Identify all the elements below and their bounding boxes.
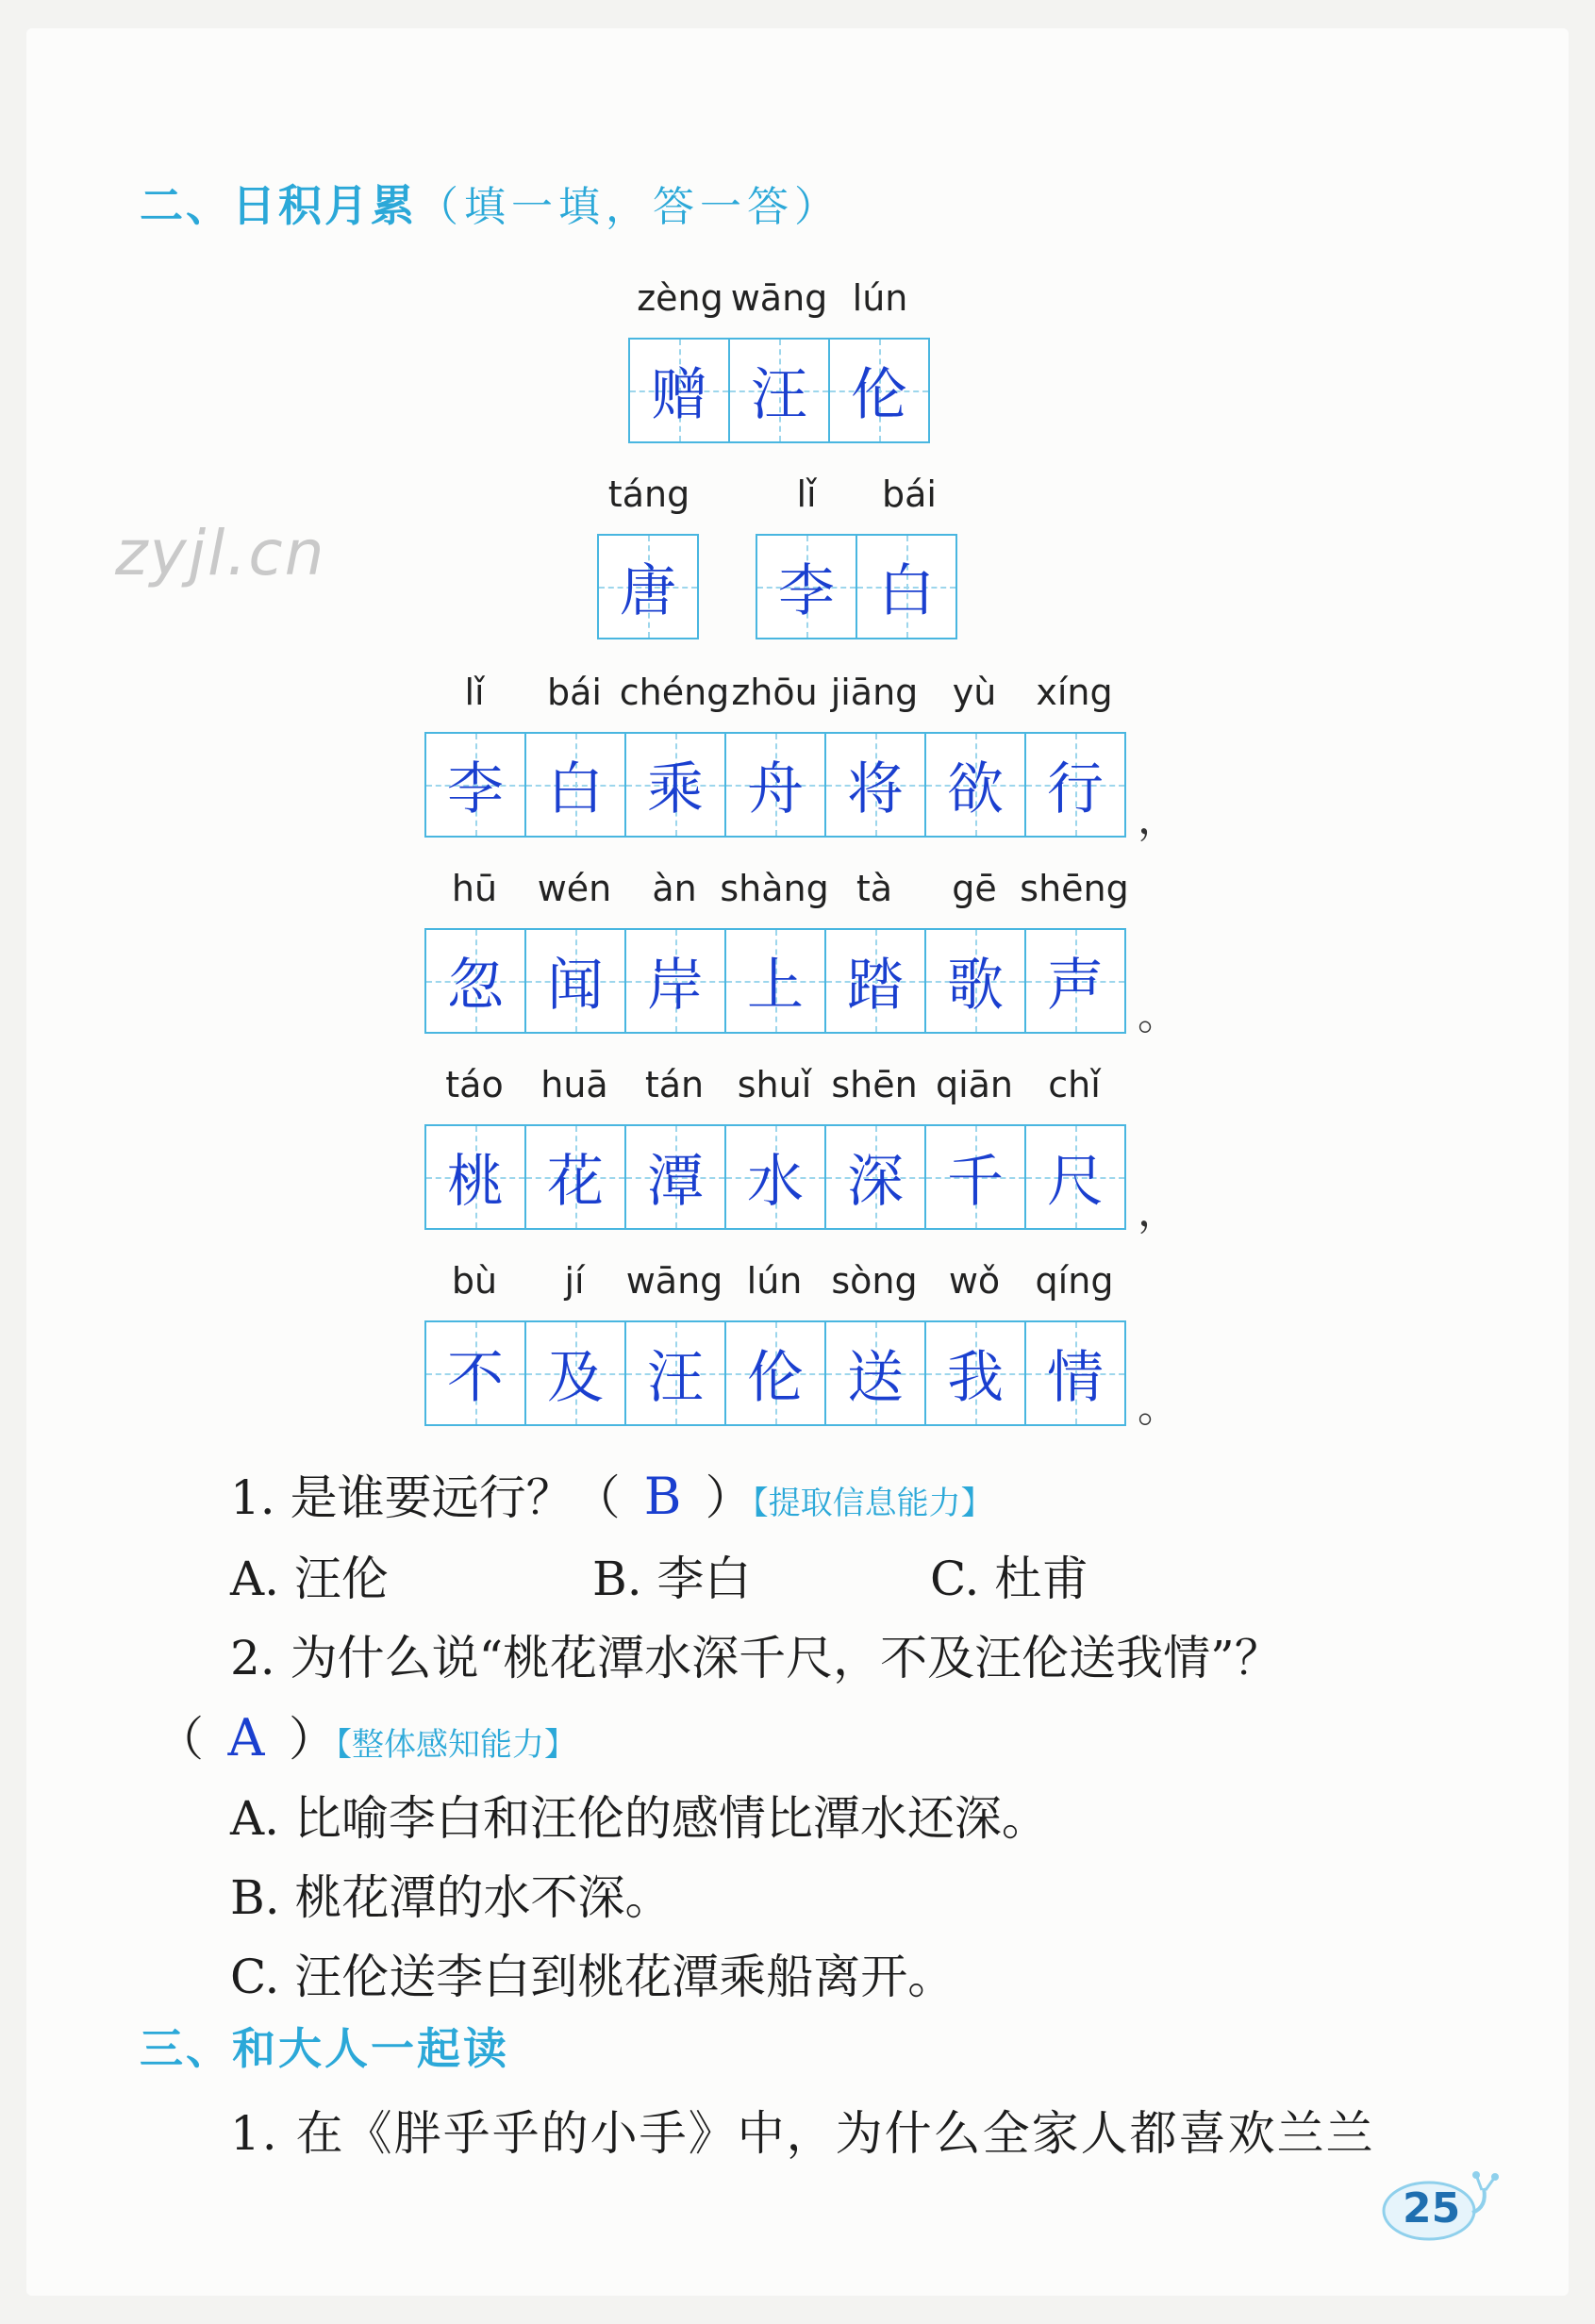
pinyin: bái [882, 473, 937, 515]
char-cell [426, 734, 526, 836]
section-2-title: 二、日积月累 [140, 180, 417, 231]
pinyin: xíng [1036, 672, 1113, 713]
char: 尺 [1047, 1149, 1104, 1215]
char: 我 [947, 1345, 1004, 1411]
char-cell [1026, 1322, 1126, 1424]
char-cell [526, 930, 626, 1032]
dynasty-grid [597, 534, 699, 639]
char-cell [726, 1126, 826, 1228]
watermark: zyjl.cn [115, 517, 326, 589]
pinyin: shàng [720, 868, 829, 909]
poem-line-grid [424, 732, 1126, 838]
char-cell [830, 340, 930, 441]
char-cell [926, 930, 1026, 1032]
pinyin: qíng [1035, 1260, 1114, 1302]
char-cell [726, 1322, 826, 1424]
author-grid [756, 534, 957, 639]
char: 声 [1047, 953, 1104, 1019]
char: 忽 [447, 953, 504, 1019]
char: 情 [1047, 1345, 1104, 1411]
pinyin: bù [451, 1260, 498, 1302]
title-grid [628, 338, 930, 443]
section-3-question-1: 1. 在《胖乎乎的小手》中，为什么全家人都喜欢兰兰 [230, 2106, 1375, 2161]
pinyin: hū [451, 868, 498, 909]
char-cell [626, 1322, 726, 1424]
pinyin: yù [952, 672, 997, 713]
char: 唐 [620, 558, 676, 624]
question-1 [230, 1460, 993, 1528]
char-cell [526, 1126, 626, 1228]
char-cell [630, 340, 730, 441]
pinyin: chéng [619, 672, 730, 713]
pinyin: tà [856, 868, 893, 909]
char: 将 [847, 756, 904, 822]
char-cell [1026, 930, 1126, 1032]
char: 李 [447, 756, 504, 822]
char-cell [926, 734, 1026, 836]
char-cell [426, 1126, 526, 1228]
char: 花 [547, 1149, 604, 1215]
pinyin: táo [445, 1064, 504, 1105]
char: 不 [447, 1345, 504, 1411]
question-1-text: 1. 是谁要远行？ [230, 1470, 573, 1525]
question-2-tag: 【整体感知能力】 [336, 1726, 576, 1764]
char: 千 [947, 1149, 1004, 1215]
poem-line-grid [424, 1320, 1126, 1426]
option: C. 汪伦送李白到桃花潭乘船离开。 [230, 1950, 955, 2004]
char-cell [757, 536, 857, 638]
poem-line-grid [424, 1124, 1126, 1230]
char: 岸 [647, 953, 704, 1019]
char: 乘 [647, 756, 704, 822]
char: 汪 [751, 362, 807, 428]
pinyin: lún [746, 1260, 803, 1302]
pinyin: lǐ [464, 672, 485, 713]
char-cell [626, 734, 726, 836]
char-cell [426, 930, 526, 1032]
pinyin: chǐ [1048, 1064, 1101, 1105]
poem-line-grid [424, 928, 1126, 1034]
pinyin: jí [564, 1260, 585, 1302]
char: 闻 [547, 953, 604, 1019]
char-cell [926, 1322, 1026, 1424]
char: 伦 [851, 362, 907, 428]
char-cell [826, 1126, 926, 1228]
pinyin: wén [537, 868, 612, 909]
pinyin: qiān [935, 1064, 1014, 1105]
punctuation: ， [1138, 1187, 1179, 1236]
option: A. 比喻李白和汪伦的感情比潭水还深。 [230, 1791, 1049, 1846]
char-cell [926, 1126, 1026, 1228]
question-2-answer-line [157, 1702, 576, 1769]
char-cell [726, 930, 826, 1032]
char-cell [730, 340, 830, 441]
pinyin: àn [652, 868, 697, 909]
pinyin: jiāng [830, 672, 919, 713]
pinyin: lún [852, 277, 908, 319]
char-cell [599, 536, 699, 638]
char: 行 [1047, 756, 1104, 822]
pinyin: zèng [637, 277, 723, 319]
option: B. 李白 [592, 1552, 752, 1606]
char: 水 [747, 1149, 804, 1215]
char-cell [726, 734, 826, 836]
option: C. 杜甫 [930, 1552, 1089, 1606]
punctuation: 。 [1138, 991, 1179, 1039]
char-cell [1026, 1126, 1126, 1228]
char: 白 [547, 756, 604, 822]
char-cell [826, 734, 926, 836]
char: 歌 [947, 953, 1004, 1019]
paren-open: （ [573, 1470, 621, 1525]
paren-close: ） [705, 1470, 753, 1525]
page-number: 25 [1403, 2184, 1461, 2233]
pinyin: zhōu [731, 672, 818, 713]
char-cell [1026, 734, 1126, 836]
char-cell [526, 1322, 626, 1424]
char-cell [826, 930, 926, 1032]
char: 送 [847, 1345, 904, 1411]
option: B. 桃花潭的水不深。 [230, 1870, 673, 1925]
pinyin: wāng [730, 277, 828, 319]
pinyin: lǐ [796, 473, 817, 515]
char-cell [826, 1322, 926, 1424]
punctuation: 。 [1138, 1384, 1179, 1432]
pinyin: táng [607, 473, 690, 515]
pinyin: shēng [1020, 868, 1129, 909]
question-1-answer: B [643, 1467, 682, 1526]
char-cell [626, 1126, 726, 1228]
char: 汪 [647, 1345, 704, 1411]
pinyin: tán [644, 1064, 705, 1105]
section-2-heading [140, 172, 841, 234]
char: 欲 [947, 756, 1004, 822]
pinyin: huā [540, 1064, 608, 1105]
char: 舟 [747, 756, 804, 822]
char: 踏 [847, 953, 904, 1019]
char-cell [426, 1322, 526, 1424]
pinyin: wǒ [948, 1260, 1001, 1302]
char-cell [526, 734, 626, 836]
question-2-text: 2. 为什么说“桃花潭水深千尺，不及汪伦送我情”？ [230, 1631, 1282, 1685]
section-3-title: 三、和大人一起读 [140, 2023, 509, 2074]
char: 伦 [747, 1345, 804, 1411]
char: 潭 [647, 1149, 704, 1215]
char: 白 [878, 558, 935, 624]
char: 桃 [447, 1149, 504, 1215]
pinyin: wāng [625, 1260, 723, 1302]
pinyin: gē [952, 868, 997, 909]
pinyin: shuǐ [737, 1064, 812, 1105]
paren-close: ） [289, 1712, 336, 1767]
char: 李 [778, 558, 835, 624]
char: 深 [847, 1149, 904, 1215]
char: 赠 [651, 362, 707, 428]
punctuation: ， [1138, 795, 1179, 843]
pinyin: bái [547, 672, 602, 713]
section-2-subtitle: （填一填，答一答） [417, 183, 841, 231]
paren-open: （ [157, 1712, 204, 1767]
page-number-badge [1382, 2169, 1504, 2245]
char-cell [857, 536, 957, 638]
pinyin: shēn [831, 1064, 918, 1105]
char: 及 [547, 1345, 604, 1411]
pinyin: sòng [831, 1260, 918, 1302]
question-1-tag: 【提取信息能力】 [752, 1485, 993, 1522]
option: A. 汪伦 [230, 1552, 389, 1606]
question-2-answer: A [227, 1708, 265, 1768]
char: 上 [747, 953, 804, 1019]
char-cell [626, 930, 726, 1032]
